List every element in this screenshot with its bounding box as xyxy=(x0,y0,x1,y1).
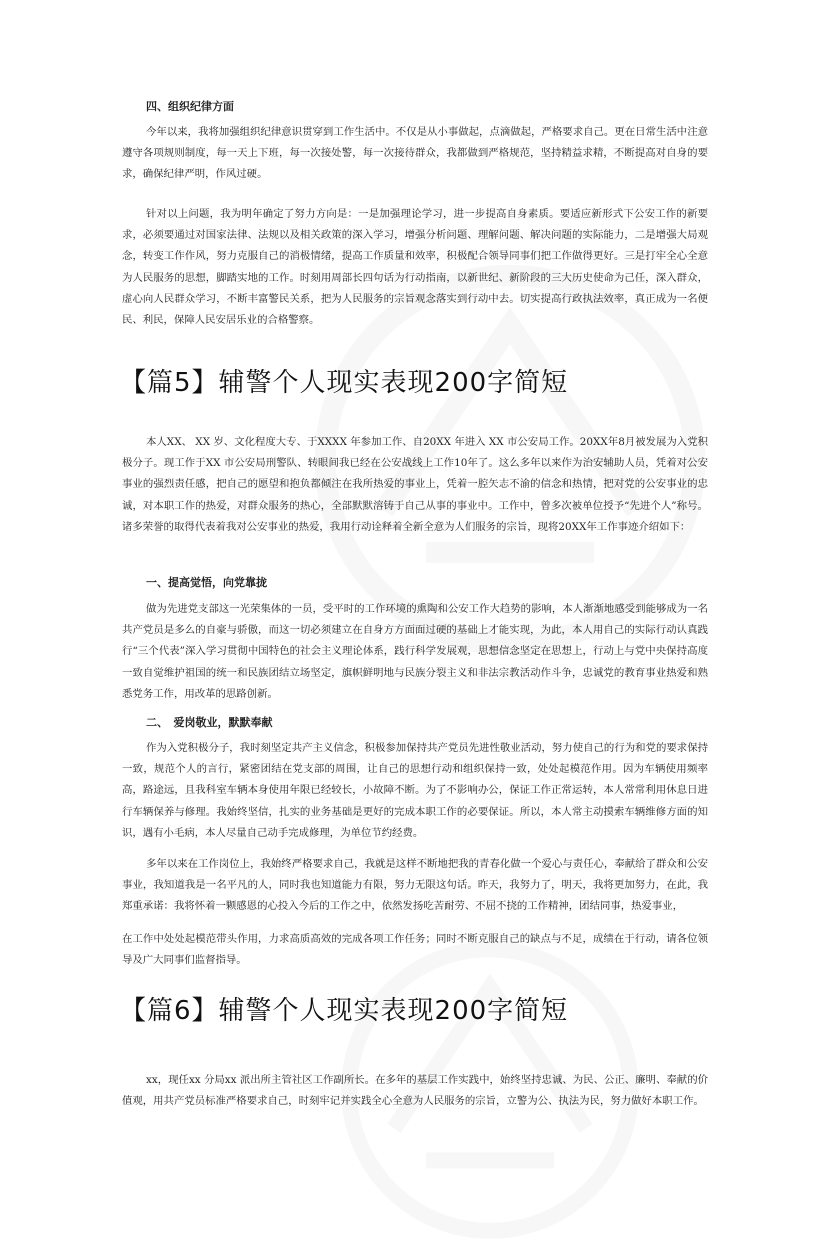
article-title: 【篇5】辅警个人现实表现200字简短 xyxy=(120,368,569,398)
section-heading: 二、 爱岗敬业，默默奉献 xyxy=(146,716,273,729)
paragraph: 做为先进党支部这一光荣集体的一员，受平时的工作环境的熏陶和公安工作大趋势的影响，本人渐渐地感受到能够成为一名共产党员是多么的自豪与骄傲，而这一切必须建立在自身方方面面过硬的基础上才能实现，为此，本人用自己的实际行动认真践行“三个代表”深入学习贯彻中国特色的社会主义理论体系，践行科学发展观，思想信念坚定在思想上，行动上与党中央保持高度一致自觉维护祖国的统一和民族团结立场坚定，旗帜鲜明地与民族分裂主义和非法宗教活动作斗争，忠诚党的教育事业热爱和熟悉党务工作，用改革的思路创新。 xyxy=(122,603,708,700)
paragraph: 今年以来，我将加强组织纪律意识贯穿到工作生活中。不仅是从小事做起，点滴做起，严格要求自己。更在日常生活中注意遵守各项规则制度，每一天上下班，每一次接处警，每一次接待群众，我都做到严格规范，坚持精益求精，不断提高对自身的要求，确保纪律严明，作风过硬。 xyxy=(122,126,708,181)
article-title: 【篇6】辅警个人现实表现200字简短 xyxy=(120,996,569,1026)
section-heading: 一、提高觉悟，向党靠拢 xyxy=(146,576,267,589)
section-heading: 四、组织纪律方面 xyxy=(146,100,234,113)
paragraph: 本人XX、 XX 岁、文化程度大专、于XXXX 年参加工作、自20XX 年进入 XX 市公安局工作。20XX年8月被发展为入党积极分子。现工作于XX 市公安局刑警队、转眼间我已经在公安战线上工作10年了。这么多年以来作为治安辅助人员，凭着对公安事业的强烈责任感，把自己的愿望和抱负都倾注在我所热爱的事业上，凭着一腔矢志不渝的信念和热情，把对党的公安事业的忠诚，对本职工作的热爱，对群众服务的热心，全部默默溶铸于自己从事的事业中。工作中，曾多次被单位授予“先进个人”称号。诸多荣誉的取得代表着我对公安事业的热爱，我用行动诠释着全新全意为人们服务的宗旨，现将20XX年工作事迹介绍如下： xyxy=(122,436,708,533)
paragraph: 作为入党积极分子，我时刻坚定共产主义信念，积极参加保持共产党员先进性敬业活动，努力使自己的行为和党的要求保持一致，规范个人的言行，紧密团结在党支部的周围，让自己的思想行动和组织保持一致，处处起模范作用。因为车辆使用频率高，路途远，且我科室车辆本身使用年限已经较长，小故障不断。为了不影响办公，保证工作正常运转，本人常常利用休息日进行车辆保养与修理。我始终坚信，扎实的业务基础是更好的完成本职工作的必要保证。所以，本人常主动摸索车辆维修方面的知识，遇有小毛病，本人尽量自己动手完成修理，为单位节约经费。 xyxy=(122,742,708,839)
paragraph: 在工作中处处起模范带头作用，力求高质高效的完成各项工作任务；同时不断克服自己的缺点与不足，成绩在于行动，请各位领导及广大同事们监督指导。 xyxy=(122,933,708,967)
paragraph: xx，现任xx 分局xx 派出所主管社区工作副所长。在多年的基层工作实践中，始终坚持忠诚、为民、公正、廉明、奉献的价值观，用共产党员标准严格要求自己，时刻牢记并实践全心全意为人民服务的宗旨，立警为公、执法为民，努力做好本职工作。 xyxy=(122,1074,708,1108)
paragraph: 针对以上问题，我为明年确定了努力方向是：一是加强理论学习，进一步提高自身素质。要适应新形式下公安工作的新要求，必须要通过对国家法律、法规以及相关政策的深入学习，增强分析问题、理解问题、解决问题的实际能力，二是增强大局观念，转变工作作风，努力克服自己的消极情绪，提高工作质量和效率，积极配合领导同事们把工作做得更好。三是打牢全心全意为人民服务的思想，脚踏实地的工作。时刻用周部长四句话为行动指南，以新世纪、新阶段的三大历史使命为己任，深入群众，虚心向人民群众学习，不断丰富警民关系，把为人民服务的宗旨观念落实到行动中去。切实提高行政执法效率，真正成为一名便民、利民，保障人民安居乐业的合格警察。 xyxy=(122,208,708,327)
paragraph: 多年以来在工作岗位上，我始终严格要求自己，我就是这样不断地把我的青春化做一个爱心与责任心，奉献给了群众和公安事业，我知道我是一名平凡的人，同时我也知道能力有限，努力无限这句话。昨天，我努力了，明天，我将更加努力，在此，我郑重承诺：我将怀着一颗感恩的心投入今后的工作之中，依然发扬吃苦耐劳、不屈不挠的工作精神，团结同事，热爱事业， xyxy=(122,858,708,913)
